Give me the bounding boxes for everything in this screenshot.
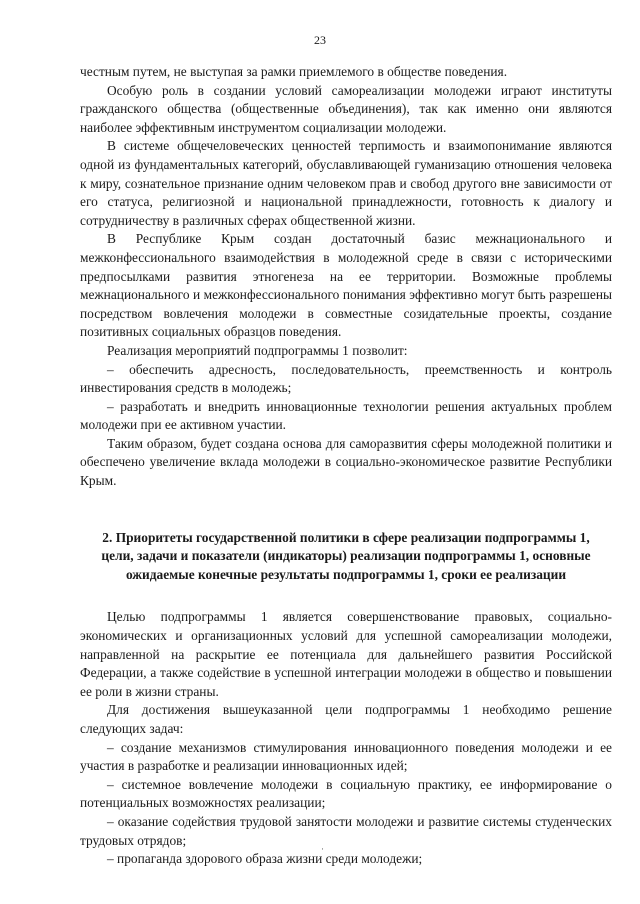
top-paragraphs (80, 63, 612, 491)
page-number: 23 (314, 33, 326, 47)
paragraph: – разработать и внедрить инновационные технологии решения актуальных проблем молодежи при ее активном участии. (80, 398, 612, 433)
paragraph: честным путем, не выступая за рамки приемлемого в обществе поведения. (80, 64, 508, 79)
bottom-paragraphs (80, 608, 612, 868)
paragraph: В Республике Крым создан достаточный базис межнационального и межконфессионального взаимодействия в молодежной среде в связи с историческими предпосылками развития этногенеза на ее территории. Возможные проблемы межнационального и межконфессионального понимания эффективно могут быть разрешены посредством вовлечения молодежи в совместные созидательные проекты, создание позитивных социальных образцов поведения. (80, 231, 612, 340)
paragraph: Реализация мероприятий подпрограммы 1 позволит: (107, 342, 408, 358)
paragraph: – системное вовлечение молодежи в социальную практику, ее информирование о потенциальных возможностях реализации; (80, 776, 612, 811)
section-heading: 2. Приоритеты государственной политики в сфере реализации подпрограммы 1, цели, задачи и показатели (индикаторы) реализации подпрограммы 1, основные ожидаемые конечные результаты подпрограммы 1, сроки ее реализации (101, 529, 591, 582)
paragraph: Для достижения вышеуказанной цели подпрограммы 1 необходимо решение следующих задач: (80, 702, 612, 736)
paragraph: В системе общечеловеческих ценностей терпимость и взаимопонимание являются одной из фундаментальных категорий, обуславливающей гуманизацию отношения человека к миру, сознательное признание одним человеком прав и свобод другого вне зависимости от его статуса, религиозной и национальной принадлежности, готовность к диалогу и сотрудничеству в различных сферах общественной жизни. (80, 138, 612, 228)
paragraph: – создание механизмов стимулирования инновационного поведения молодежи и ее участия в разработке и реализации инновационных идей; (80, 739, 612, 774)
paragraph: Целью подпрограммы 1 является совершенствование правовых, социально-экономических и организационных условий для успешной самореализации молодежи, направленной на раскрытие ее потенциала для дальнейшего развития Российской Федерации, а также содействие в успешной интеграции молодежи в общество и повышении ее роли в жизни страны. (80, 609, 612, 699)
paragraph: Особую роль в создании условий самореализации молодежи играют институты гражданского общества (общественные объединения), так как именно они являются наиболее эффективным инструментом социализации молодежи. (80, 82, 612, 135)
paragraph: – обеспечить адресность, последовательность, преемственность и контроль инвестирования средств в молодежь; (80, 361, 612, 396)
paragraph: – пропаганда здорового образа жизни среди молодежи; (107, 851, 423, 867)
scan-speck: · (321, 844, 324, 854)
paragraph: – оказание содействия трудовой занятости молодежи и развитие системы студенческих трудовых отрядов; (80, 813, 612, 848)
body-text (80, 63, 612, 869)
paragraph: Таким образом, будет создана основа для саморазвития сферы молодежной политики и обеспечено увеличение вклада молодежи в социально-экономическое развитие Республики Крым. (80, 435, 612, 489)
